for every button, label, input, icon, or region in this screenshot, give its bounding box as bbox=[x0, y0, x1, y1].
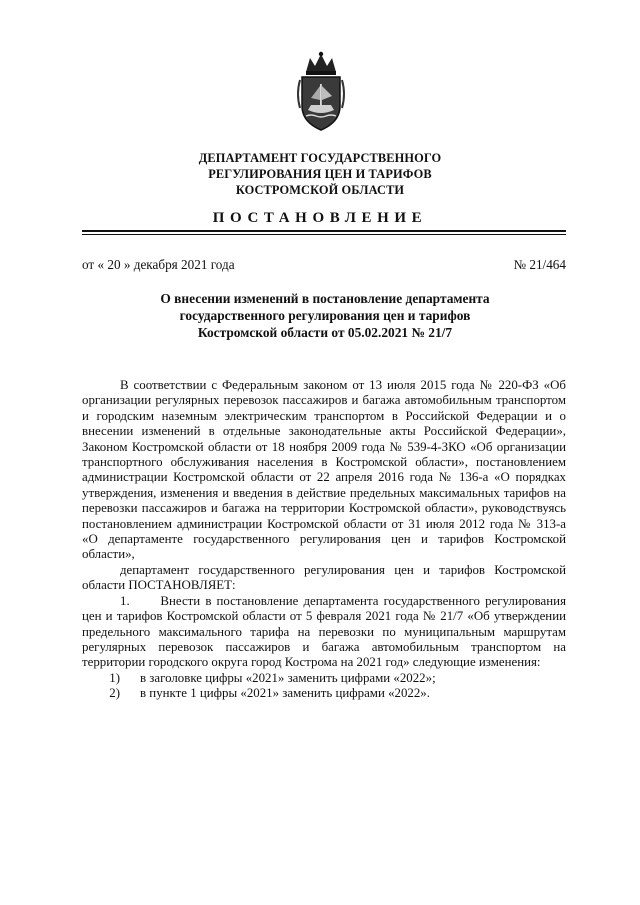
department-line: РЕГУЛИРОВАНИЯ ЦЕН И ТАРИФОВ bbox=[208, 167, 432, 181]
subitem-number: 2) bbox=[109, 686, 120, 701]
resolution-paragraph: департамент государственного регулирования цен и тарифов Костромской области ПОСТАНОВЛЯЕТ: bbox=[82, 562, 566, 593]
preamble-paragraph: В соответствии с Федеральным законом от 13 июля 2015 года № 220-ФЗ «Об организации регулярных перевозок пассажиров и багажа автомобильным транспортом и городским наземным электрическим транспортом в Российской Федерации и о внесении изменений в отдельные законодательные акты Российской Федерации», Законом Костромской области от 18 ноября 2009 года № 539-4-ЗКО «Об организации транспортного обслуживания населения в Костромской области», постановлением администрации Костромской области от 22 апреля 2016 года № 136-а «О порядках утверждения, изменения и введения в действие предельных максимальных тарифов на перевозки пассажиров и багажа на территории Костромской области», руководствуясь постановлением администрации Костромской области от 31 июля 2012 года № 313-а «О департаменте государственного регулирования цен и тарифов Костромской области», bbox=[82, 378, 566, 562]
document-body bbox=[82, 378, 570, 702]
kostroma-coat-of-arms-icon bbox=[294, 50, 348, 134]
point-1-paragraph: 1. Внести в постановление департамента государственного регулирования цен и тарифов Костромской области от 5 февраля 2021 года № 21/7 «Об утверждении предельного максимального тарифа на перевозки по муниципальным маршрутам регулярных перевозок пассажиров и багажа автомобильным транспортом на территории городского округа город Кострома на 2021 год» следующие изменения: bbox=[82, 593, 570, 670]
header-divider-thick bbox=[82, 230, 566, 232]
date-number-line bbox=[82, 256, 566, 274]
header-divider-thin bbox=[82, 234, 566, 235]
department-line: ДЕПАРТАМЕНТ ГОСУДАРСТВЕННОГО bbox=[198, 151, 442, 165]
subitem-text: в пункте 1 цифры «2021» заменить цифрами «2022». bbox=[140, 686, 430, 701]
subitem bbox=[82, 671, 566, 686]
document-date: от « 20 » декабря 2021 года bbox=[82, 257, 235, 272]
subitem bbox=[82, 686, 566, 701]
subitem-text: в заголовке цифры «2021» заменить цифрами «2022»; bbox=[140, 670, 436, 685]
department-line: КОСТРОМСКОЙ ОБЛАСТИ bbox=[235, 183, 405, 197]
subject-line: Костромской области от 05.02.2021 № 21/7 bbox=[197, 325, 453, 340]
department-name bbox=[120, 150, 520, 198]
subitem-number: 1) bbox=[109, 670, 120, 685]
document-number: № 21/464 bbox=[513, 257, 566, 272]
document-subject bbox=[110, 290, 540, 341]
document-type-title: ПОСТАНОВЛЕНИЕ bbox=[212, 210, 428, 226]
subject-line: государственного регулирования цен и тарифов bbox=[179, 308, 471, 323]
subject-line: О внесении изменений в постановление департамента bbox=[160, 291, 490, 306]
